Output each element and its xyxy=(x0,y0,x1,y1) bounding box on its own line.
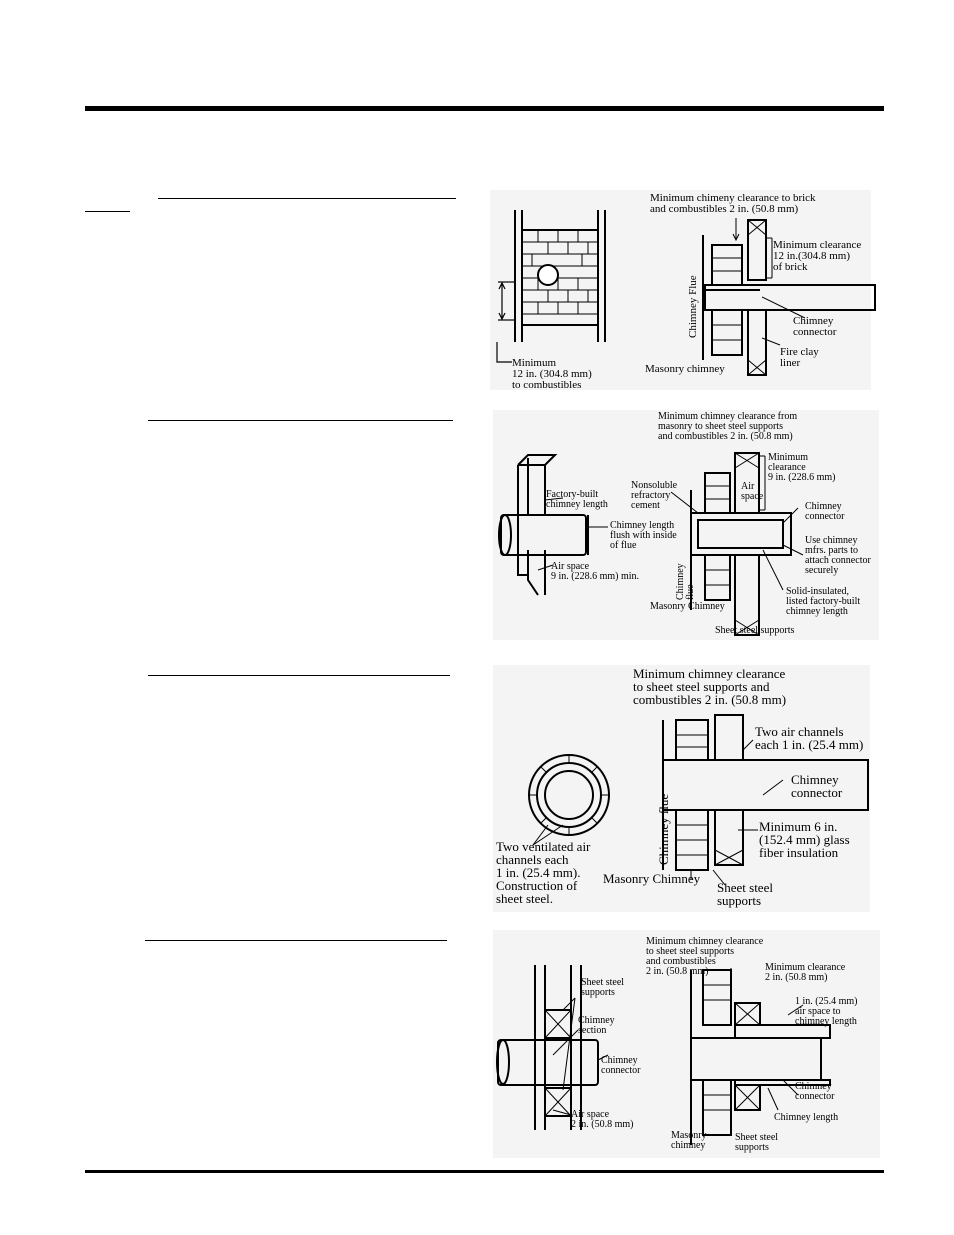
bottom-rule xyxy=(85,1170,884,1173)
figure-1-masonry-chimney xyxy=(490,190,871,390)
fig1-flue-label: Chimney Flue xyxy=(687,275,699,338)
fig2-solid-label: Solid-insulated, listed factory-built chimney length xyxy=(786,586,861,617)
figure-4-sheet-steel xyxy=(493,930,880,1158)
fig2-cement-label: Nonsoluble refractory cement xyxy=(631,480,678,511)
fig2-airspace-label: Air space 9 in. (228.6 mm) min. xyxy=(551,561,640,582)
fig4-connector-right-label: Chimney connector xyxy=(795,1081,835,1102)
fig3-connector-label: Chimney connector xyxy=(791,772,843,800)
heading-underline-3 xyxy=(148,675,450,676)
fig3-channels-label: Two ventilated air channels each 1 in. (25.4 mm). Construction of sheet steel. xyxy=(496,839,591,906)
fig2-top-clearance-label: Minimum chimney clearance from masonry to sheet steel supports and combustibles 2 in. (50.8 mm) xyxy=(658,411,798,442)
fig3-flue-label: Chimney flue xyxy=(656,793,671,865)
fig3-supports-label: Sheet steel supports xyxy=(717,880,773,908)
fig4-supports-right-label: Sheet steel supports xyxy=(735,1132,779,1153)
fig2-airspace-vert-label: Air space xyxy=(741,481,764,502)
fig2-mfrs-label: Use chimney mfrs. parts to attach connector securely xyxy=(805,535,871,576)
heading-underline-4 xyxy=(145,940,447,941)
fig1-min-12-brick-label: Minimum clearance 12 in.(304.8 mm) of brick xyxy=(773,239,862,273)
fig1-masonry-label: Masonry chimney xyxy=(645,363,725,375)
top-rule xyxy=(85,106,884,111)
heading-underline-1 xyxy=(158,198,456,199)
figure-2-factory-built xyxy=(493,410,879,640)
heading-underline-1b xyxy=(85,211,130,212)
fig2-factory-label: Factory-built chimney length xyxy=(546,489,608,510)
figure-3-ventilated xyxy=(493,665,870,912)
fig4-min-2-label: Minimum clearance 2 in. (50.8 mm) xyxy=(765,962,846,983)
fig4-air-1-label: 1 in. (25.4 mm) air space to chimney length xyxy=(795,996,858,1027)
fig2-masonry-label: Masonry Chimney xyxy=(650,601,725,612)
fig2-connector-label: Chimney connector xyxy=(805,501,845,522)
fig4-connector-left-label: Chimney connector xyxy=(601,1055,641,1076)
fig4-masonry-label: Masonry chimney xyxy=(671,1130,707,1151)
fig4-section-label: Chimney section xyxy=(578,1015,615,1036)
fig2-flush-label: Chimney length flush with inside of flue xyxy=(610,520,677,551)
fig4-airspace-label: Air space 2 in. (50.8 mm) xyxy=(571,1109,634,1130)
fig3-min-6-label: Minimum 6 in. (152.4 mm) glass fiber insulation xyxy=(759,819,850,860)
fig4-top-clearance-label: Minimum chimney clearance to sheet steel supports and combustibles 2 in. (50.8 mm) xyxy=(646,936,764,977)
fig4-supports-left-label: Sheet steel supports xyxy=(581,977,625,998)
fig3-two-air-label: Two air channels each 1 in. (25.4 mm) xyxy=(755,724,864,752)
fig3-top-clearance-label: Minimum chimney clearance to sheet steel supports and combustibles 2 in. (50.8 mm) xyxy=(633,666,787,707)
fig2-min-9-label: Minimum clearance 9 in. (228.6 mm) xyxy=(768,452,836,483)
fig1-top-clearance-label: Minimum chimeny clearance to brick and combustibles 2 in. (50.8 mm) xyxy=(650,192,816,215)
fig1-connector-label: Chimney connector xyxy=(793,315,837,338)
fig1-min-12-label: Minimum 12 in. (304.8 mm) to combustibles xyxy=(512,357,592,391)
fig4-length-label: Chimney length xyxy=(774,1112,839,1123)
fig2-supports-label: Sheet steel supports xyxy=(715,625,795,636)
fig2-flue-label: Chimney flue xyxy=(675,563,696,600)
fig3-masonry-label: Masonry Chimney xyxy=(603,871,701,886)
heading-underline-2 xyxy=(148,420,453,421)
fig1-fireclay-label: Fire clay liner xyxy=(780,346,819,369)
